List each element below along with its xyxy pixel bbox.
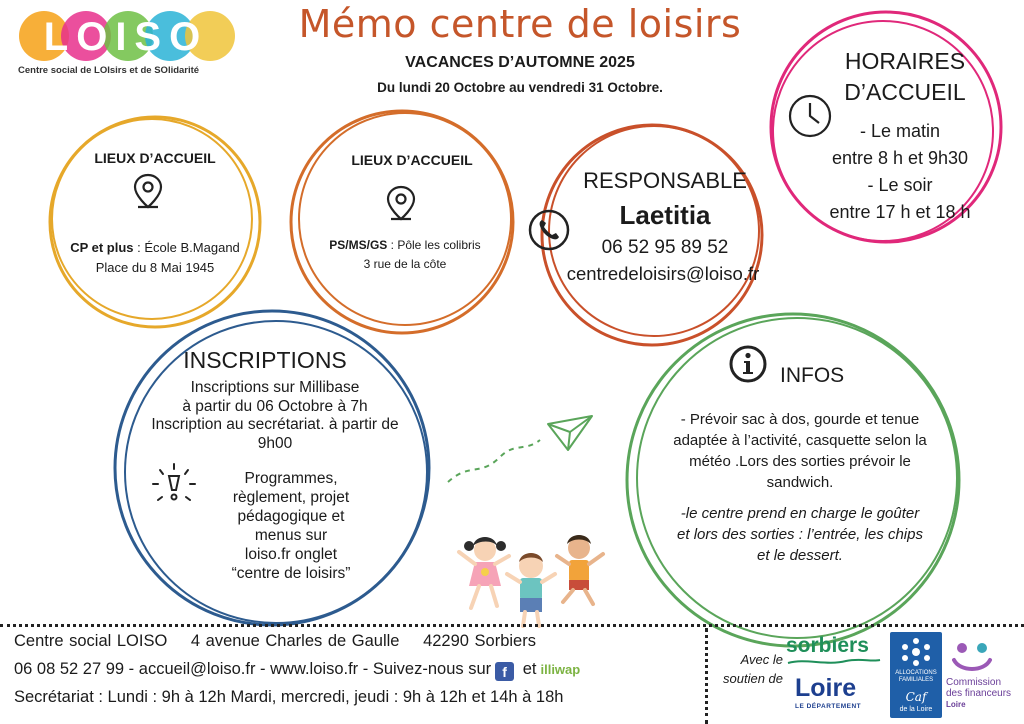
lieux-accueil-1-details xyxy=(55,238,255,278)
infos-details xyxy=(640,409,960,493)
facebook-icon[interactable]: f xyxy=(495,662,514,681)
footer-and: et xyxy=(522,660,537,678)
horaires-evening-time: entre 17 h et 18 h xyxy=(829,202,971,222)
lieux-1-place: : École B.Magand xyxy=(133,240,240,255)
illiwap-link[interactable] xyxy=(540,662,598,677)
caf-sub-text: de la Loire xyxy=(899,706,933,713)
horaires-title-line2: D’ACCUEIL xyxy=(844,79,966,105)
loiso-logo xyxy=(16,10,236,80)
footer-city: 42290 Sorbiers xyxy=(423,632,536,650)
lieux-2-place: : Pôle les colibris xyxy=(387,238,481,252)
horaires-details xyxy=(800,118,1000,226)
programmes-line: règlement, projet xyxy=(232,489,350,506)
sorbiers-logo-wave xyxy=(786,658,882,666)
responsable-name: Laetitia xyxy=(619,200,711,230)
cdf-line1: Commission xyxy=(946,677,1002,688)
sorbiers-logo: sorbiers xyxy=(786,634,869,657)
support-label xyxy=(718,650,783,688)
commission-financeurs-icon xyxy=(950,638,994,676)
footer-vertical-divider xyxy=(705,628,708,724)
location-pin-icon xyxy=(130,172,166,214)
infos-italic-line: et lors des sorties : l’entrée, les chips xyxy=(677,526,923,543)
logo-tagline: Centre social de LOIsirs et de SOlidarité xyxy=(18,65,200,76)
responsable-title: RESPONSABLE xyxy=(583,168,747,193)
inscriptions-line: Inscriptions sur Millibase xyxy=(190,379,360,396)
caf-text: Caf xyxy=(905,690,927,704)
programmes-line: Programmes, xyxy=(244,470,338,487)
info-icon xyxy=(728,344,768,384)
infos-line: adaptée à l’activité, casquette selon la xyxy=(673,432,927,449)
footer-address xyxy=(14,632,704,651)
loiso-logo-circles xyxy=(16,10,236,62)
lieux-1-address: Place du 8 Mai 1945 xyxy=(95,260,215,275)
page-title: Mémo centre de loisirs xyxy=(298,2,742,46)
kids-illustration xyxy=(445,528,615,628)
infos-details-italic xyxy=(640,503,960,566)
support-line1: Avec le xyxy=(740,652,783,667)
lieux-accueil-2-title: LIEUX D’ACCUEIL xyxy=(351,152,473,168)
ring-yellow-2 xyxy=(52,119,252,319)
inscriptions-programmes xyxy=(196,469,386,583)
infos-line: météo .Lors des sorties prévoir le xyxy=(689,453,911,470)
kid-girl xyxy=(459,537,509,608)
inscriptions-title: INSCRIPTIONS xyxy=(183,347,347,373)
commission-financeurs-logo xyxy=(946,677,1024,699)
kid-boy-2 xyxy=(557,535,603,604)
programmes-line: loiso.fr onglet xyxy=(244,546,338,563)
responsable-phone: 06 52 95 89 52 xyxy=(601,237,729,258)
caf-top-text: ALLOCATIONS FAMILIALES xyxy=(895,670,937,683)
kid-boy-1 xyxy=(507,553,555,626)
responsable-email: centredeloisirs@loiso.fr xyxy=(566,263,760,284)
cdf-line2: des financeurs xyxy=(946,688,1012,699)
loire-logo: Loire xyxy=(795,674,857,702)
footer-divider xyxy=(0,624,1024,627)
ring-orange-dark-2 xyxy=(549,126,759,336)
caf-logo xyxy=(890,632,942,718)
footer-contact xyxy=(14,660,704,681)
infos-italic-line: -le centre prend en charge le goûter xyxy=(680,505,920,522)
caf-emblem-icon xyxy=(898,636,934,668)
infos-line: - Prévoir sac à dos, gourde et tenue xyxy=(680,411,920,428)
horaires-title xyxy=(820,46,990,108)
horaires-evening-label: - Le soir xyxy=(867,175,933,195)
location-pin-icon xyxy=(383,184,419,226)
inscriptions-line: Inscription au secrétariat. à partir de xyxy=(151,416,399,433)
lieux-accueil-1-title: LIEUX D’ACCUEIL xyxy=(94,150,216,166)
page-subtitle: VACANCES D’AUTOMNE 2025 xyxy=(405,54,635,71)
programmes-line: “centre de loisirs” xyxy=(231,565,351,582)
horaires-title-line1: HORAIRES xyxy=(844,48,966,74)
loire-logo-subtitle: LE DÉPARTEMENT xyxy=(795,703,862,710)
footer-hours: Secrétariat : Lundi : 9h à 12h Mardi, mercredi, jeudi : 9h à 12h et 14h à 18h xyxy=(14,688,564,706)
lieux-accueil-2-details xyxy=(305,236,505,274)
footer-contact-text: 06 08 52 27 99 - accueil@loiso.fr - www.loiso.fr - Suivez-nous sur xyxy=(14,660,492,678)
programmes-line: pédagogique et xyxy=(237,508,345,525)
inscriptions-line: 9h00 xyxy=(257,434,293,452)
inscriptions-details xyxy=(110,379,440,453)
inscriptions-line: à partir du 06 Octobre à 7h xyxy=(182,397,368,415)
lieux-1-level: CP et plus xyxy=(70,240,134,255)
lieux-2-level: PS/MS/GS xyxy=(329,238,388,252)
infos-title: INFOS xyxy=(780,364,845,387)
logo-letters: LOISO xyxy=(43,15,209,59)
lieux-2-address: 3 rue de la côte xyxy=(363,257,447,271)
footer-street: 4 avenue Charles de Gaulle xyxy=(190,632,400,650)
commission-financeurs-loire: Loire xyxy=(946,700,966,709)
horaires-morning-label: - Le matin xyxy=(859,121,941,141)
footer-org: Centre social LOISO xyxy=(14,632,168,650)
infos-italic-line: et le dessert. xyxy=(757,547,843,564)
support-line2: soutien de xyxy=(723,671,783,686)
date-range: Du lundi 20 Octobre au vendredi 31 Octobre. xyxy=(377,80,663,95)
infos-line: sandwich. xyxy=(766,474,834,491)
paper-plane-icon xyxy=(440,402,600,492)
alert-icon xyxy=(148,460,200,512)
programmes-line: menus sur xyxy=(254,527,328,544)
illiwap-label: illiwap xyxy=(540,662,581,677)
horaires-morning-time: entre 8 h et 9h30 xyxy=(831,148,969,168)
